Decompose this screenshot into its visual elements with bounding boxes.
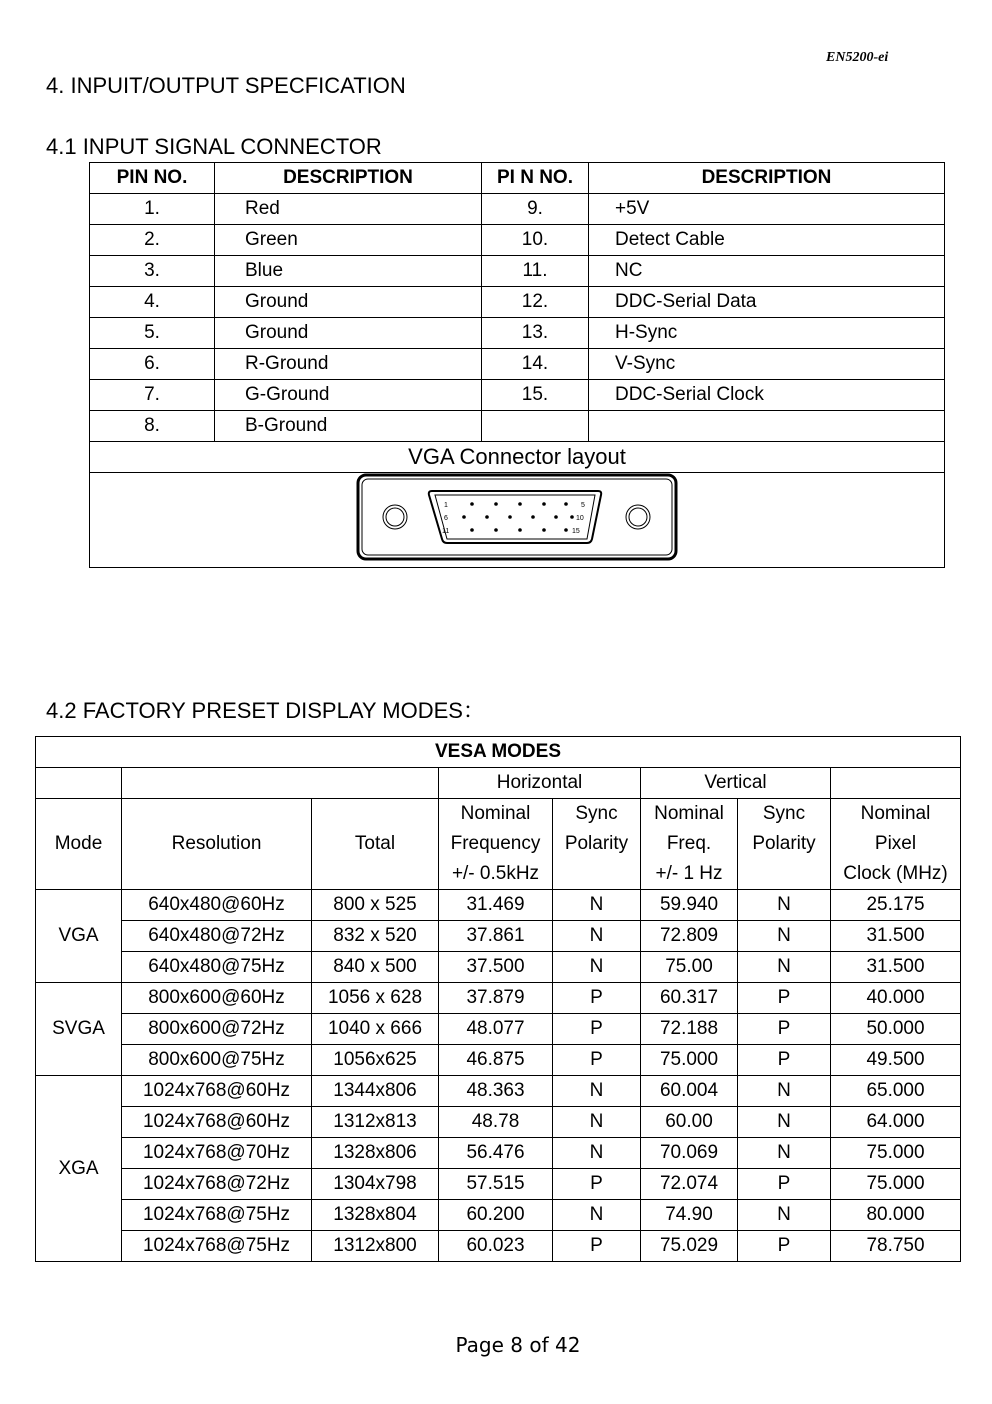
col-v-sync — [738, 799, 831, 890]
col-pixel-clock-line: Clock (MHz) — [843, 863, 948, 884]
resolution: 1024x768@75Hz — [122, 1231, 312, 1262]
v-sync: N — [738, 1076, 831, 1107]
v-frequency: 70.069 — [641, 1138, 738, 1169]
pin-number-2: 13. — [482, 318, 589, 349]
v-sync: N — [738, 1138, 831, 1169]
pin-description: G-Ground — [215, 380, 482, 411]
v-sync: N — [738, 1107, 831, 1138]
pin-number-2: 9. — [482, 194, 589, 225]
resolution: 800x600@75Hz — [122, 1045, 312, 1076]
resolution: 640x480@75Hz — [122, 952, 312, 983]
h-sync: P — [553, 1169, 641, 1200]
col-v-sync-line: Sync — [762, 803, 806, 824]
h-frequency: 31.469 — [439, 890, 553, 921]
pixel-clock: 31.500 — [831, 952, 961, 983]
col-h-frequency-line: Frequency — [450, 833, 541, 854]
total: 832 x 520 — [312, 921, 439, 952]
h-frequency: 56.476 — [439, 1138, 553, 1169]
pin-row — [90, 287, 945, 318]
v-sync: N — [738, 890, 831, 921]
pin-row — [90, 194, 945, 225]
pin-row — [90, 225, 945, 256]
total: 1312x800 — [312, 1231, 439, 1262]
col-v-frequency-line: Freq. — [666, 833, 712, 854]
v-frequency: 75.000 — [641, 1045, 738, 1076]
v-sync: P — [738, 1014, 831, 1045]
pin-description: B-Ground — [215, 411, 482, 442]
pixel-clock: 80.000 — [831, 1200, 961, 1231]
h-sync: N — [553, 890, 641, 921]
v-frequency: 74.90 — [641, 1200, 738, 1231]
total: 1040 x 666 — [312, 1014, 439, 1045]
col-h-sync-line: Polarity — [564, 833, 629, 854]
col-h-frequency-line: +/- 0.5kHz — [451, 863, 540, 884]
pin-description-2: Detect Cable — [589, 225, 945, 256]
h-sync: N — [553, 1200, 641, 1231]
col-pixel-clock-line: Pixel — [874, 833, 917, 854]
col-v-frequency-line: +/- 1 Hz — [655, 863, 723, 884]
v-sync: P — [738, 1045, 831, 1076]
total: 840 x 500 — [312, 952, 439, 983]
v-sync: P — [738, 1231, 831, 1262]
pin-number: 6. — [90, 349, 215, 380]
pin-number: 1. — [90, 194, 215, 225]
resolution: 1024x768@60Hz — [122, 1076, 312, 1107]
mode-group-label: SVGA — [36, 983, 122, 1076]
pin-number: 7. — [90, 380, 215, 411]
pin-number-2: 12. — [482, 287, 589, 318]
col-h-frequency-line: Nominal — [460, 803, 531, 824]
resolution: 640x480@60Hz — [122, 890, 312, 921]
h-sync: N — [553, 1076, 641, 1107]
pin-label-1: 1 — [444, 502, 448, 509]
h-frequency: 37.879 — [439, 983, 553, 1014]
total: 1328x806 — [312, 1138, 439, 1169]
pin-description: Blue — [215, 256, 482, 287]
header-pin-no-2: PI N NO. — [482, 163, 589, 194]
pin-description-2 — [589, 411, 945, 442]
mode-row — [36, 1138, 961, 1169]
pin-label-15: 15 — [572, 528, 580, 535]
horizontal-group-header: Horizontal — [439, 768, 641, 799]
pixel-clock: 75.000 — [831, 1138, 961, 1169]
pin-description: Red — [215, 194, 482, 225]
pin-row — [90, 256, 945, 287]
total: 1304x798 — [312, 1169, 439, 1200]
mode-row — [36, 1200, 961, 1231]
pin-number: 5. — [90, 318, 215, 349]
col-v-frequency — [641, 799, 738, 890]
pin-number: 2. — [90, 225, 215, 256]
col-pixel-clock-line: Nominal — [860, 803, 931, 824]
col-mode: Mode — [36, 799, 122, 890]
h-sync: N — [553, 1107, 641, 1138]
resolution: 1024x768@70Hz — [122, 1138, 312, 1169]
total: 1312x813 — [312, 1107, 439, 1138]
pin-label-5: 5 — [581, 502, 585, 509]
mode-row — [36, 952, 961, 983]
v-sync: N — [738, 1200, 831, 1231]
mode-row — [36, 1231, 961, 1262]
pixel-clock: 49.500 — [831, 1045, 961, 1076]
v-frequency: 60.004 — [641, 1076, 738, 1107]
mode-group-label: XGA — [36, 1076, 122, 1262]
page-number: Page 8 of 42 — [455, 1333, 581, 1357]
header-pin-no: PIN NO. — [90, 163, 215, 194]
pixel-clock: 25.175 — [831, 890, 961, 921]
h-frequency: 37.500 — [439, 952, 553, 983]
col-h-sync-line: Sync — [575, 803, 618, 824]
pin-number: 3. — [90, 256, 215, 287]
pin-table — [89, 162, 945, 568]
resolution: 800x600@60Hz — [122, 983, 312, 1014]
col-h-frequency — [439, 799, 553, 890]
mode-row — [36, 1045, 961, 1076]
pixel-clock: 31.500 — [831, 921, 961, 952]
v-sync: P — [738, 1169, 831, 1200]
v-frequency: 72.074 — [641, 1169, 738, 1200]
v-frequency: 72.809 — [641, 921, 738, 952]
pin-description-2: V-Sync — [589, 349, 945, 380]
pin-description: Ground — [215, 318, 482, 349]
h-sync: P — [553, 1231, 641, 1262]
total: 1056 x 628 — [312, 983, 439, 1014]
h-sync: P — [553, 983, 641, 1014]
vga-layout-title: VGA Connector layout — [90, 442, 945, 473]
pin-description-2: NC — [589, 256, 945, 287]
mode-row — [36, 1076, 961, 1107]
col-v-frequency-line: Nominal — [654, 803, 724, 824]
h-frequency: 37.861 — [439, 921, 553, 952]
resolution: 800x600@72Hz — [122, 1014, 312, 1045]
mode-group-label: VGA — [36, 890, 122, 983]
h-frequency: 48.363 — [439, 1076, 553, 1107]
v-sync: P — [738, 983, 831, 1014]
pin-table-header — [90, 163, 945, 194]
vga-connector-image — [90, 473, 945, 568]
pin-label-11: 11 — [442, 528, 450, 535]
pixel-clock: 78.750 — [831, 1231, 961, 1262]
v-frequency: 75.029 — [641, 1231, 738, 1262]
vertical-group-header: Vertical — [641, 768, 831, 799]
vga-connector-diagram — [356, 473, 678, 561]
pin-description-2: DDC-Serial Data — [589, 287, 945, 318]
pixel-clock: 40.000 — [831, 983, 961, 1014]
resolution: 640x480@72Hz — [122, 921, 312, 952]
pin-row — [90, 318, 945, 349]
pin-row — [90, 411, 945, 442]
total: 1056x625 — [312, 1045, 439, 1076]
h-sync: N — [553, 952, 641, 983]
col-pixel-clock — [831, 799, 961, 890]
total: 1328x804 — [312, 1200, 439, 1231]
h-sync: N — [553, 1138, 641, 1169]
pin-row — [90, 380, 945, 411]
v-frequency: 59.940 — [641, 890, 738, 921]
pin-description: Green — [215, 225, 482, 256]
mode-row — [36, 890, 961, 921]
pixel-clock: 50.000 — [831, 1014, 961, 1045]
section-title: 4. INPUIT/OUTPUT SPECFICATION — [46, 73, 406, 98]
v-sync: N — [738, 921, 831, 952]
pin-description-2: +5V — [589, 194, 945, 225]
empty-cell — [36, 768, 122, 799]
h-frequency: 48.077 — [439, 1014, 553, 1045]
h-sync: P — [553, 1014, 641, 1045]
empty-cell — [831, 768, 961, 799]
pin-number-2: 10. — [482, 225, 589, 256]
pin-description: R-Ground — [215, 349, 482, 380]
resolution: 1024x768@75Hz — [122, 1200, 312, 1231]
header-description-2: DESCRIPTION — [589, 163, 945, 194]
mode-row — [36, 983, 961, 1014]
h-frequency: 60.200 — [439, 1200, 553, 1231]
h-frequency: 46.875 — [439, 1045, 553, 1076]
pin-number-2: 11. — [482, 256, 589, 287]
v-frequency: 60.317 — [641, 983, 738, 1014]
mode-row — [36, 1107, 961, 1138]
header-description: DESCRIPTION — [215, 163, 482, 194]
pixel-clock: 64.000 — [831, 1107, 961, 1138]
mode-row — [36, 1169, 961, 1200]
v-frequency: 60.00 — [641, 1107, 738, 1138]
resolution: 1024x768@72Hz — [122, 1169, 312, 1200]
subsection-title-display-modes: 4.2 FACTORY PRESET DISPLAY MODES： — [46, 698, 485, 723]
total: 1344x806 — [312, 1076, 439, 1107]
pin-description: Ground — [215, 287, 482, 318]
pin-row — [90, 349, 945, 380]
mode-row — [36, 921, 961, 952]
subsection-title-input-connector: 4.1 INPUT SIGNAL CONNECTOR — [46, 134, 382, 159]
vesa-modes-title: VESA MODES — [36, 737, 961, 768]
h-frequency: 57.515 — [439, 1169, 553, 1200]
pixel-clock: 65.000 — [831, 1076, 961, 1107]
col-h-sync — [553, 799, 641, 890]
h-sync: P — [553, 1045, 641, 1076]
total: 800 x 525 — [312, 890, 439, 921]
col-total: Total — [312, 799, 439, 890]
pin-number-2: 15. — [482, 380, 589, 411]
pin-number: 4. — [90, 287, 215, 318]
display-modes-table — [35, 736, 961, 1262]
document-id: EN5200-ei — [826, 50, 889, 65]
v-sync: N — [738, 952, 831, 983]
v-frequency: 75.00 — [641, 952, 738, 983]
pin-number: 8. — [90, 411, 215, 442]
pin-description-2: DDC-Serial Clock — [589, 380, 945, 411]
mode-row — [36, 1014, 961, 1045]
pin-number-2 — [482, 411, 589, 442]
pixel-clock: 75.000 — [831, 1169, 961, 1200]
pin-label-10: 10 — [576, 515, 584, 522]
h-sync: N — [553, 921, 641, 952]
h-frequency: 60.023 — [439, 1231, 553, 1262]
pin-number-2: 14. — [482, 349, 589, 380]
empty-cell — [122, 768, 439, 799]
col-resolution: Resolution — [122, 799, 312, 890]
pin-description-2: H-Sync — [589, 318, 945, 349]
v-frequency: 72.188 — [641, 1014, 738, 1045]
pin-label-6: 6 — [444, 515, 448, 522]
resolution: 1024x768@60Hz — [122, 1107, 312, 1138]
h-frequency: 48.78 — [439, 1107, 553, 1138]
col-v-sync-line: Polarity — [752, 833, 816, 854]
